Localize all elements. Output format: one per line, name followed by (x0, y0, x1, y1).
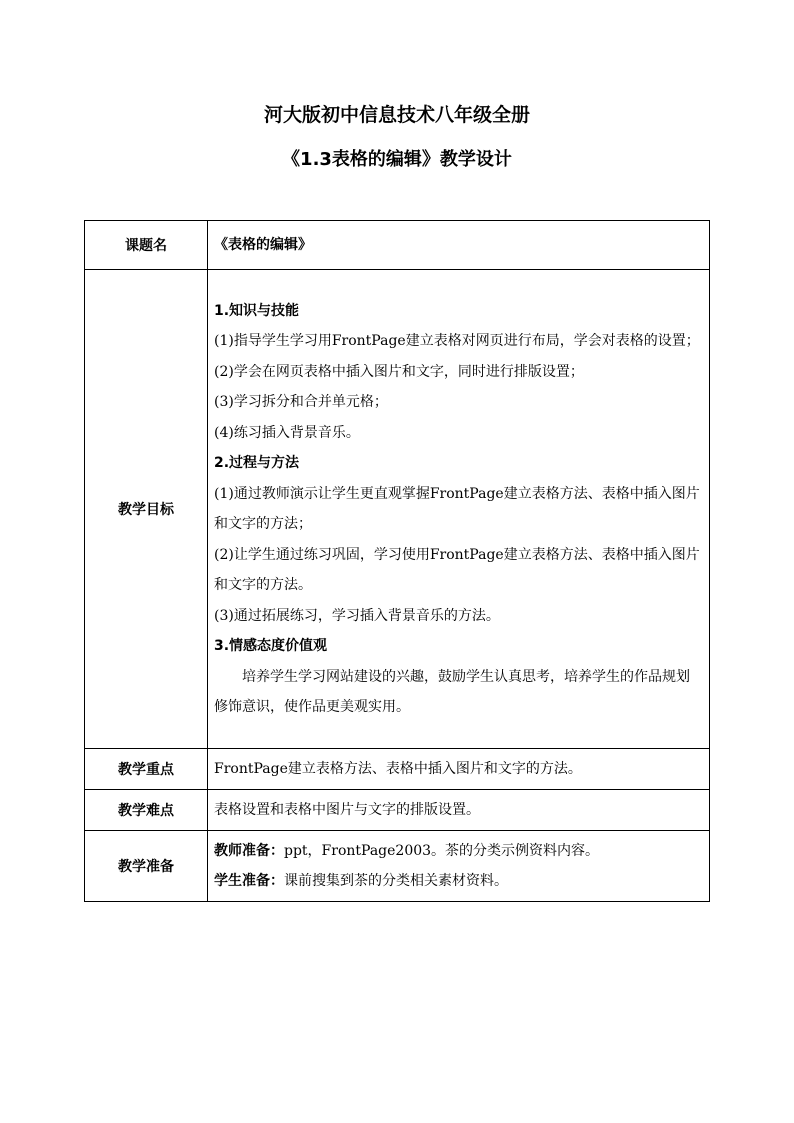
values-paragraph: 培养学生学习网站建设的兴趣，鼓励学生认真思考，培养学生的作品规划修饰意识，使作品更美观实用。 (214, 668, 690, 715)
list-item: (3)通过拓展练习，学习插入背景音乐的方法。 (214, 607, 500, 624)
teacher-preparation (214, 836, 703, 867)
key-points-label: 教学重点 (85, 749, 208, 790)
table-row-preparation (85, 831, 710, 902)
list-item: (3)学习拆分和合并单元格； (214, 394, 388, 410)
list-item: (2)学会在网页表格中插入图片和文字，同时进行排版设置； (214, 363, 584, 380)
topic-value (208, 221, 710, 270)
section-heading-values: 3.情感态度价值观 (214, 638, 328, 654)
document-subtitle: 《1.3表格的编辑》教学设计 (282, 149, 512, 170)
topic-text: 《表格的编辑》 (214, 236, 312, 253)
teacher-preparation-value: ppt，FrontPage2003。茶的分类示例资料内容。 (284, 842, 600, 859)
table-row-objectives (85, 270, 710, 749)
teacher-preparation-label: 教师准备： (214, 842, 284, 859)
difficulties-label: 教学难点 (85, 790, 208, 831)
topic-label: 课题名 (85, 221, 208, 270)
preparation-label: 教学准备 (85, 831, 208, 902)
table-row-difficulties (85, 790, 710, 831)
key-points-value: FrontPage建立表格方法、表格中插入图片和文字的方法。 (208, 749, 710, 790)
list-item: (2)让学生通过练习巩固，学习使用FrontPage建立表格方法、表格中插入图片和文字的方法。 (214, 546, 700, 593)
difficulties-value: 表格设置和表格中图片与文字的排版设置。 (208, 790, 710, 831)
section-heading-process: 2.过程与方法 (214, 455, 300, 471)
table-row-key-points (85, 749, 710, 790)
objectives-content (208, 270, 710, 749)
section-heading-knowledge: 1.知识与技能 (214, 302, 300, 319)
lesson-plan-table (84, 220, 710, 902)
document-title: 河大版初中信息技术八年级全册 (263, 104, 530, 126)
student-preparation-value: 课前搜集到茶的分类相关素材资料。 (284, 873, 508, 889)
preparation-content (208, 831, 710, 902)
list-item: (4)练习插入背景音乐。 (214, 424, 360, 441)
table-row-topic (85, 221, 710, 270)
list-item: (1)通过教师演示让学生更直观掌握FrontPage建立表格方法、表格中插入图片和文字的方法； (214, 485, 700, 532)
student-preparation-label: 学生准备： (214, 873, 284, 889)
student-preparation (214, 866, 703, 897)
list-item: (1)指导学生学习用FrontPage建立表格对网页进行布局，学会对表格的设置； (214, 333, 700, 349)
objectives-label: 教学目标 (85, 270, 208, 749)
